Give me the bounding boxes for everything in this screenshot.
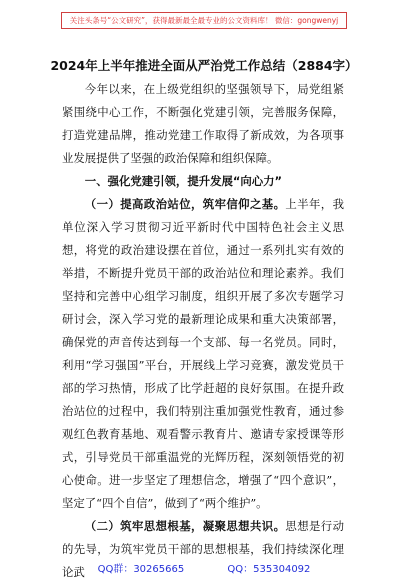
subsection-2-text: 思想是行动的先导，为筑牢党员干部的思想根基，我们持续深化理论武 [62,519,344,579]
document-body [62,78,344,584]
intro-paragraph: 今年以来，在上级党组织的坚强领导下，局党组紧紧围绕中心工作，不断强化党建引领，完善服务保障，打造党建品牌，推动党建工作取得了新成效，为各项事业发展提供了坚强的政治保障和组织保障。 [62,82,344,165]
section-heading: 一、强化党建引领，提升发展“向心力” [84,174,283,188]
subsection-1-heading: （一）提高政治站位，筑牢信仰之基。 [84,197,286,211]
document-title: 2024年上半年推进全面从严治党工作总结（2884字） [50,58,358,73]
footer-qq: QQ：535304092 [227,564,311,575]
subsection-1-text: 上半年，我单位深入学习贯彻习近平新时代中国特色社会主义思想，将党的政治建设摆在首位，通过一系列扎实有效的举措，不断提升党员干部的政治站位和理论素养。我们坚持和完善中心组学习制度，组织开展了多次专题学习研讨会，深入学习党的最新理论成果和重大决策部署，确保党的声音传达到每一个支部、每一名党员。同时，利用“学习强国”平台，开展线上学习竞赛，激发党员干部的学习热情，形成了比学赶超的良好氛围。在提升政治站位的过程中，我们特别注重加强党性教育，通过参观红色教育基地、观看警示教育片、邀请专家授课等形式，引导党员干部重温党的光辉历程，深刻领悟党的初心使命。进一步坚定了理想信念，增强了“四个意识”，坚定了“四个自信”，做到了“两个维护”。 [62,197,344,510]
header-banner [0,8,408,29]
subsection-2-heading: （二）筑牢思想根基，凝聚思想共识。 [84,519,286,533]
subsection-1-paragraph [62,193,344,515]
banner-text: 关注头条号“公文研究”，获得最新最全最专业的公文资料库！ 微信：gongwenyj [61,12,348,29]
footer [0,560,408,575]
footer-qq-group: QQ群：30265665 [97,564,185,575]
